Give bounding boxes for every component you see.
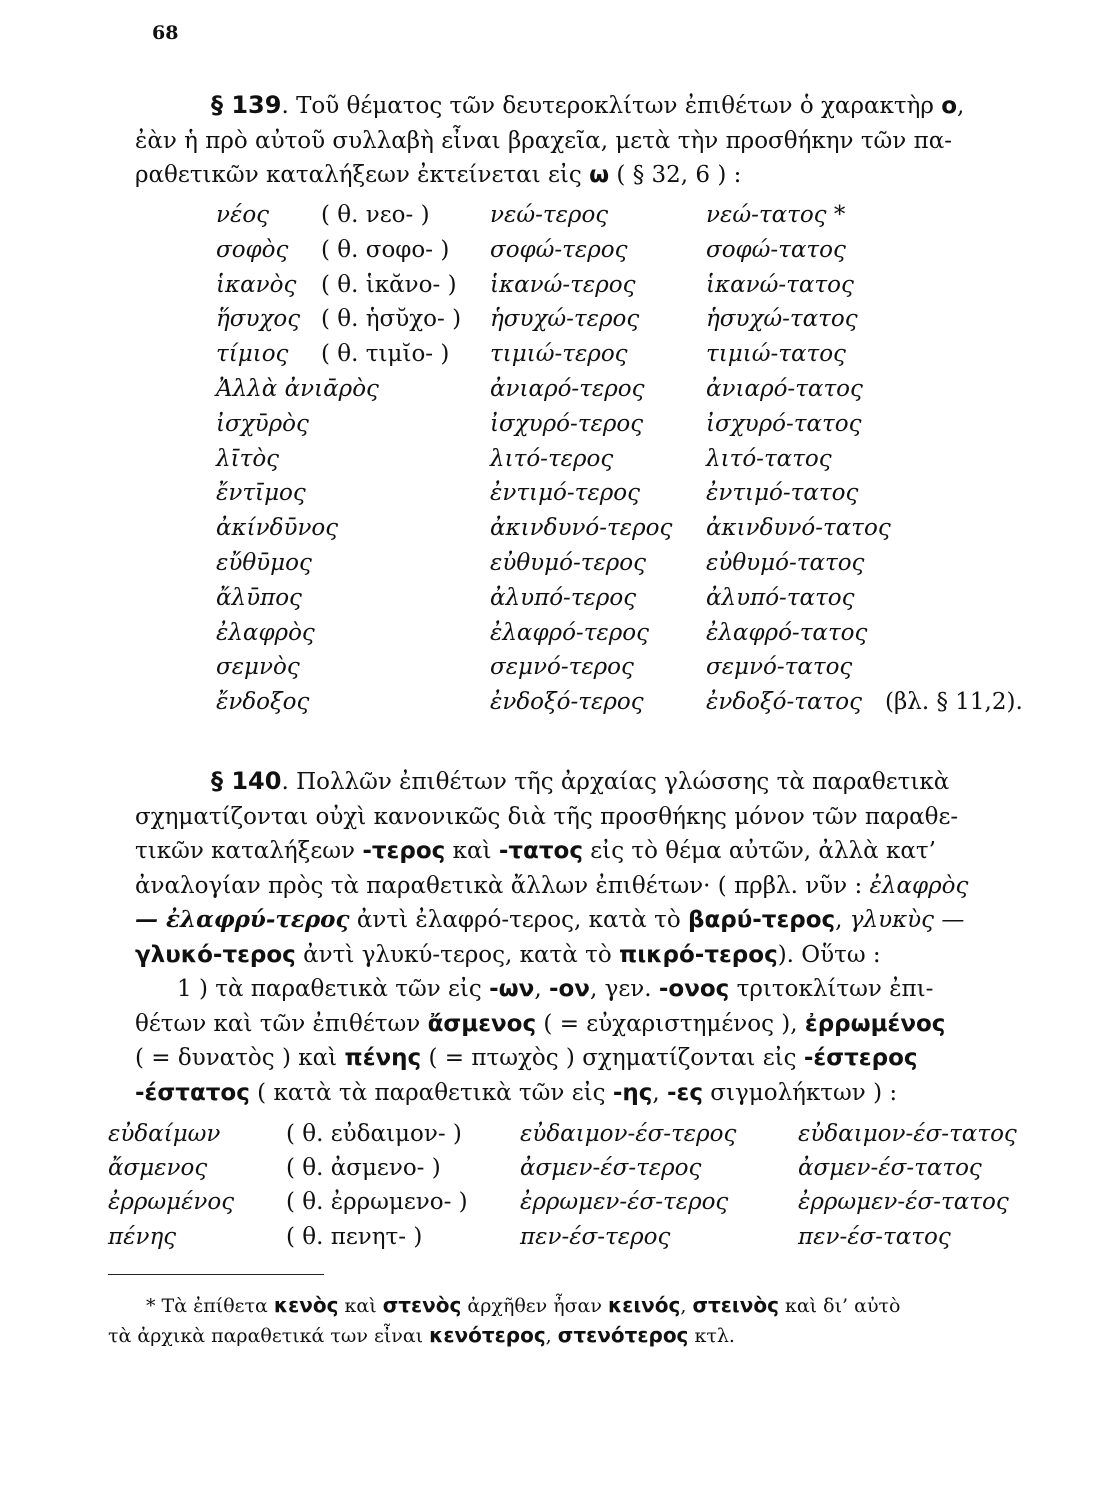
table1-row-9-comparative: ἐντιμό-τερος — [490, 480, 640, 507]
s140-line-7: 1 ) τὰ παραθετικὰ τῶν εἰς -ων, -ον, γεν. -ονος τριτοκλίτων ἐπι- — [177, 976, 934, 1002]
table2-row-3-theme: ( θ. ἐρρωμενο- ) — [286, 1189, 468, 1216]
table1-row-9-word: ἔντῑμος — [216, 480, 306, 507]
section-140-mark: § 140 — [211, 767, 282, 795]
s139-line-1: § 139. Τοῦ θέματος τῶν δευτεροκλίτων ἐπιθέτων ὁ χαρακτὴρ ο, — [211, 91, 965, 119]
table1-row-15-note: (βλ. § 11,2). — [885, 689, 1023, 716]
table1-row-15-comparative: ἐνδοξό-τερος — [490, 689, 644, 716]
s139-line-2: ἐὰν ἡ πρὸ αὐτοῦ συλλαβὴ εἶναι βραχεῖα, μετὰ τὴν προσθήκην τῶν πα- — [135, 127, 953, 154]
table1-row-2-superlative: σοφώ-τατος — [706, 236, 846, 263]
footnote-line-1: * Τὰ ἐπίθετα κενὸς καὶ στενὸς ἀρχῆθεν ἦσαν κεινός, στεινὸς καὶ δι’ αὐτὸ — [146, 1293, 901, 1317]
table1-row-7-comparative: ἰσχυρό-τερος — [490, 410, 644, 437]
table1-row-6-comparative: ἀνιαρό-τερος — [490, 376, 645, 402]
footnote-line-2: τὰ ἀρχικὰ παραθετικά των εἶναι κενότερος, στενότερος κτλ. — [108, 1323, 735, 1347]
table2-row-4-comparative: πεν-έσ-τερος — [520, 1223, 671, 1250]
page-number: 68 — [152, 22, 179, 44]
table1-row-1-superlative: νεώ-τατος * — [706, 202, 846, 228]
table2-row-1-comparative: εὐδαιμον-έσ-τερος — [520, 1121, 737, 1147]
table1-row-14-comparative: σεμνό-τερος — [490, 654, 634, 681]
table2-row-1-theme: ( θ. εὐδαιμον- ) — [286, 1121, 462, 1147]
table1-row-15-superlative: ἐνδοξό-τατος — [706, 689, 863, 716]
section-139-paragraph — [135, 88, 1090, 193]
table1-row-13-superlative: ἐλαφρό-τατος — [706, 619, 868, 646]
table1-row-10-comparative: ἀκινδυνό-τερος — [490, 515, 673, 542]
table1-row-7-superlative: ἰσχυρό-τατος — [706, 410, 862, 437]
table1-row-12-word: ἄλῡπος — [216, 584, 302, 611]
table1-row-3-word: ἱκανὸς — [216, 271, 297, 298]
table1-row-12-comparative: ἀλυπό-τερος — [490, 584, 637, 611]
table1-row-13-word: ἐλαφρὸς — [216, 619, 315, 646]
table1-row-4-superlative: ἡσυχώ-τατος — [706, 306, 858, 333]
s140-line-8: θέτων καὶ τῶν ἐπιθέτων ἄσμενος ( = εὐχαριστημένος ), ἐρρωμένος — [135, 1010, 946, 1037]
table1-row-14-word: σεμνὸς — [216, 654, 300, 681]
footnote-divider — [108, 1274, 324, 1275]
table2-row-2-comparative: ἀσμεν-έσ-τερος — [520, 1155, 702, 1182]
table1-row-4-word: ἥσυχος — [216, 306, 301, 333]
table2-row-4-theme: ( θ. πενητ- ) — [286, 1223, 423, 1250]
table1-row-6-word: Ἀλλὰ ἀνιᾱρὸς — [216, 376, 379, 402]
s140-line-2: σχηματίζονται οὐχὶ κανονικῶς διὰ τῆς προσθήκης μόνον τῶν παραθε- — [135, 803, 959, 830]
table2-row-3-comparative: ἐρρωμεν-έσ-τερος — [520, 1189, 729, 1216]
s139-line-3: ραθετικῶν καταλήξεων ἐκτείνεται εἰς ω ( § 32, 6 ) : — [135, 162, 742, 188]
table1-row-9-superlative: ἐντιμό-τατος — [706, 480, 859, 507]
table1-row-2-word: σοφὸς — [216, 236, 289, 263]
table1-row-10-superlative: ἀκινδυνό-τατος — [706, 515, 891, 542]
table1-row-4-theme: ( θ. ἡσῠχο- ) — [321, 306, 462, 333]
footnote — [108, 1291, 1088, 1351]
table1-row-1-theme: ( θ. νεο- ) — [321, 202, 430, 228]
table1-row-4-comparative: ἡσυχώ-τερος — [490, 306, 640, 333]
table1-row-2-theme: ( θ. σοφο- ) — [321, 236, 450, 263]
s140-line-4: ἀναλογίαν πρὸς τὰ παραθετικὰ ἄλλων ἐπιθέτων· ( πρβλ. νῦν : ἐλαφρὸς — [135, 872, 969, 899]
s140-line-10: -έστατος ( κατὰ τὰ παραθετικὰ τῶν εἰς -ης, -ες σιγμολήκτων ) : — [135, 1079, 898, 1106]
table1-row-7-word: ἰσχῡρὸς — [216, 410, 309, 437]
s140-line-6: γλυκό-τερος ἀντὶ γλυκύ-τερος, κατὰ τὸ πικρό-τερος). Οὕτω : — [135, 941, 881, 968]
s140-line-5: — ἐλαφρύ-τερος ἀντὶ ἐλαφρό-τερος, κατὰ τὸ βαρύ-τερος, γλυκὺς — — [135, 906, 965, 933]
table2-row-2-word: ἄσμενος — [108, 1155, 208, 1182]
s140-line-1: § 140. Πολλῶν ἐπιθέτων τῆς ἀρχαίας γλώσσης τὰ παραθετικὰ — [211, 767, 950, 795]
table1-row-10-word: ἀκίνδῡνος — [216, 515, 339, 542]
table1-row-3-comparative: ἱκανώ-τερος — [490, 271, 636, 298]
table1-row-3-superlative: ἱκανώ-τατος — [706, 271, 854, 298]
table1-row-14-superlative: σεμνό-τατος — [706, 654, 853, 681]
table1-row-11-superlative: εὐθυμό-τατος — [706, 550, 865, 576]
table2-row-3-superlative: ἐρρωμεν-έσ-τατος — [798, 1189, 1009, 1216]
table1-row-12-superlative: ἀλυπό-τατος — [706, 584, 855, 611]
table1-row-15-word: ἔνδοξος — [216, 689, 310, 716]
table1-row-2-comparative: σοφώ-τερος — [490, 236, 628, 263]
table1-row-6-superlative: ἀνιαρό-τατος — [706, 376, 863, 402]
table2-row-4-superlative: πεν-έσ-τατος — [798, 1223, 951, 1250]
s140-line-3: τικῶν καταλήξεων -τερος καὶ -τατος εἰς τὸ θέμα αὐτῶν, ἀλλὰ κατ’ — [135, 838, 936, 864]
table1-row-8-comparative: λιτό-τερος — [490, 445, 614, 472]
table1-row-5-superlative: τιμιώ-τατος — [706, 341, 846, 368]
table1-row-13-comparative: ἐλαφρό-τερος — [490, 619, 650, 646]
s140-line-9: ( = δυνατὸς ) καὶ πένης ( = πτωχὸς ) σχηματίζονται εἰς -έστερος — [135, 1045, 918, 1071]
table1-row-5-theme: ( θ. τιμῐο- ) — [321, 341, 450, 368]
section-139-mark: § 139 — [211, 91, 282, 119]
table1-row-11-comparative: εὐθυμό-τερος — [490, 550, 647, 576]
table1-row-8-word: λῑτὸς — [216, 445, 280, 472]
table2-row-1-word: εὐδαίμων — [108, 1121, 221, 1147]
table2-row-4-word: πένης — [108, 1223, 177, 1250]
table2-row-2-superlative: ἀσμεν-έσ-τατος — [798, 1155, 982, 1182]
section-140-paragraph — [135, 764, 1090, 1110]
table1-row-1-comparative: νεώ-τερος — [490, 202, 609, 228]
table1-row-8-superlative: λιτό-τατος — [706, 445, 832, 472]
table2-row-3-word: ἐρρωμένος — [108, 1189, 235, 1216]
table2-row-2-theme: ( θ. ἀσμενο- ) — [286, 1155, 441, 1182]
table1-row-3-theme: ( θ. ἱκᾰνο- ) — [321, 271, 457, 298]
table1-row-5-comparative: τιμιώ-τερος — [490, 341, 628, 368]
table1-row-11-word: εὔθῡμος — [216, 550, 312, 576]
table1-row-1-word: νέος — [216, 202, 270, 228]
table1-row-5-word: τίμιος — [216, 341, 289, 368]
table2-row-1-superlative: εὐδαιμον-έσ-τατος — [798, 1121, 1017, 1147]
